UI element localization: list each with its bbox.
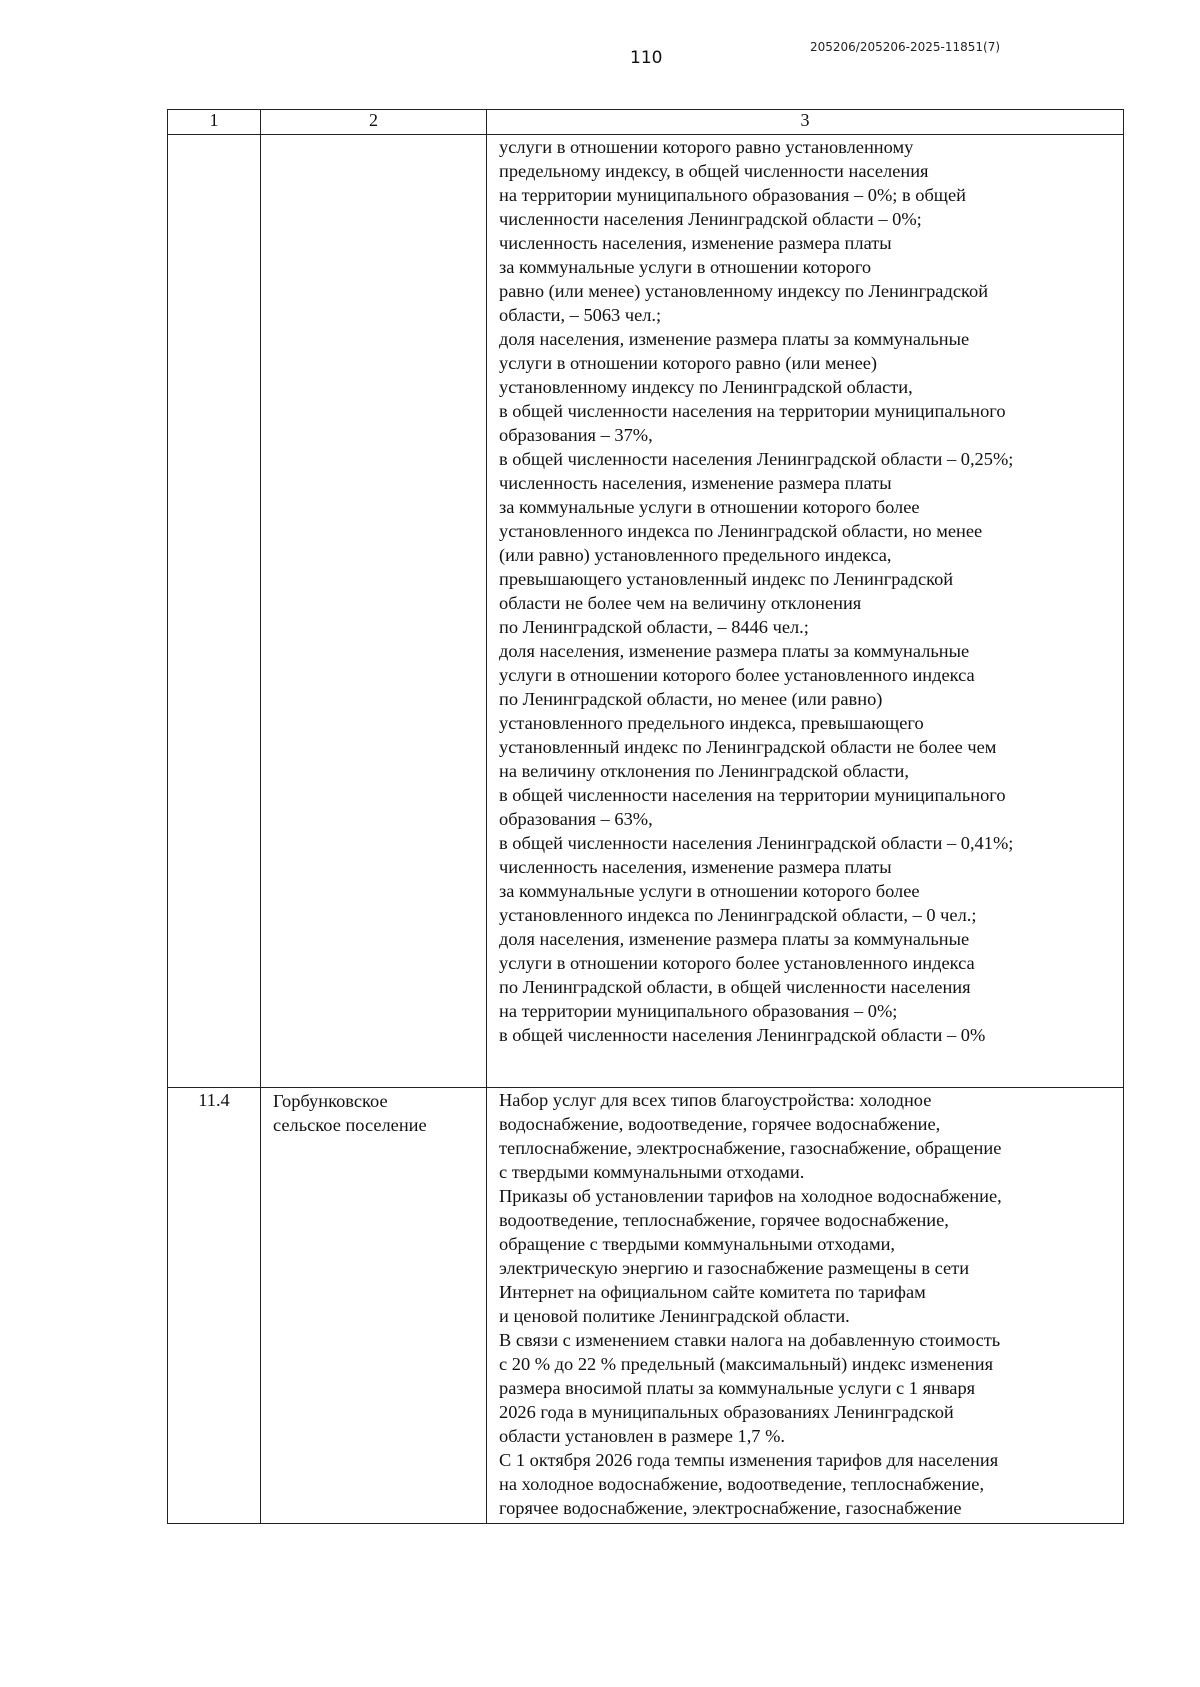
text-line: в общей численности населения на территории муниципального <box>499 401 1006 421</box>
text-line: услуги в отношении которого равно (или менее) <box>499 353 878 373</box>
table-row <box>168 135 1124 1088</box>
text-line: по Ленинградской области, – 8446 чел.; <box>499 617 809 637</box>
text-line: С 1 октября 2026 года темпы изменения тарифов для населения <box>499 1450 999 1470</box>
text-line: равно (или менее) установленному индексу по Ленинградской <box>499 281 989 301</box>
text-line: Интернет на официальном сайте комитета по тарифам <box>499 1282 926 1302</box>
text-line: Набор услуг для всех типов благоустройства: холодное <box>499 1090 932 1110</box>
page-number: 110 <box>630 48 663 68</box>
text-line: электрическую энергию и газоснабжение размещены в сети <box>499 1258 970 1278</box>
text-line: области установлен в размере 1,7 %. <box>499 1426 786 1446</box>
text-line: В связи с изменением ставки налога на добавленную стоимость <box>499 1330 1001 1350</box>
text-line: области не более чем на величину отклонения <box>499 593 862 613</box>
text-line: численность населения, изменение размера платы <box>499 857 892 877</box>
text-line: размера вносимой платы за коммунальные услуги с 1 января <box>499 1378 976 1398</box>
text-line: в общей численности населения на территории муниципального <box>499 785 1006 805</box>
text-line: в общей численности населения Ленинградской области – 0,25%; <box>499 449 1014 469</box>
text-line: численность населения, изменение размера платы <box>499 473 892 493</box>
column-header-3: 3 <box>487 110 1124 135</box>
text-line: услуги в отношении которого равно установленному <box>499 137 914 157</box>
text-line: численность населения, изменение размера платы <box>499 233 892 253</box>
text-line: и ценовой политике Ленинградской области. <box>499 1306 850 1326</box>
text-line: области, – 5063 чел.; <box>499 305 662 325</box>
text-line: с 20 % до 22 % предельный (максимальный) индекс изменения <box>499 1354 994 1374</box>
text-line: водоотведение, теплоснабжение, горячее водоснабжение, <box>499 1210 949 1230</box>
text-line: в общей численности населения Ленинградской области – 0,41%; <box>499 833 1014 853</box>
text-line: установленного предельного индекса, превышающего <box>499 713 924 733</box>
settlement-name-cell <box>261 1088 487 1524</box>
text-line: доля населения, изменение размера платы за коммунальные <box>499 929 970 949</box>
text-line: Приказы об установлении тарифов на холодное водоснабжение, <box>499 1186 1002 1206</box>
text-line: установленному индексу по Ленинградской области, <box>499 377 913 397</box>
text-line: доля населения, изменение размера платы за коммунальные <box>499 329 970 349</box>
settlement-name-line: Горбунковское <box>273 1091 388 1111</box>
column-header-2: 2 <box>261 110 487 135</box>
text-line: за коммунальные услуги в отношении которого более <box>499 497 920 517</box>
text-line: образования – 37%, <box>499 425 653 445</box>
text-line: на территории муниципального образования – 0%; в общей <box>499 185 966 205</box>
row-number-cell <box>168 135 261 1088</box>
text-line: на величину отклонения по Ленинградской области, <box>499 761 909 781</box>
text-line: установленного индекса по Ленинградской области, – 0 чел.; <box>499 905 977 925</box>
text-line: услуги в отношении которого более установленного индекса <box>499 665 975 685</box>
text-line: установленного индекса по Ленинградской области, но менее <box>499 521 983 541</box>
text-line: установленный индекс по Ленинградской области не более чем <box>499 737 997 757</box>
text-line: за коммунальные услуги в отношении которого <box>499 257 872 277</box>
text-line: за коммунальные услуги в отношении которого более <box>499 881 920 901</box>
description-cell <box>487 135 1124 1088</box>
document-id: 205206/205206-2025-11851(7) <box>810 40 1001 54</box>
text-line: доля населения, изменение размера платы за коммунальные <box>499 641 970 661</box>
text-line: превышающего установленный индекс по Ленинградской <box>499 569 954 589</box>
text-line: водоснабжение, водоотведение, горячее водоснабжение, <box>499 1114 941 1134</box>
text-line: численности населения Ленинградской области – 0%; <box>499 209 922 229</box>
table-row <box>168 1088 1124 1524</box>
text-line: на территории муниципального образования – 0%; <box>499 1001 898 1021</box>
text-line: на холодное водоснабжение, водоотведение, теплоснабжение, <box>499 1474 985 1494</box>
settlement-name-cell <box>261 135 487 1088</box>
row-number-cell: 11.4 <box>168 1088 261 1524</box>
text-line: теплоснабжение, электроснабжение, газоснабжение, обращение <box>499 1138 1002 1158</box>
text-line: с твердыми коммунальными отходами. <box>499 1162 805 1182</box>
settlement-name-line: сельское поселение <box>273 1115 427 1135</box>
text-line: предельному индексу, в общей численности населения <box>499 161 929 181</box>
data-table <box>167 109 1124 1524</box>
description-cell <box>487 1088 1124 1524</box>
column-header-1: 1 <box>168 110 261 135</box>
text-line: в общей численности населения Ленинградской области – 0% <box>499 1025 986 1045</box>
text-line: 2026 года в муниципальных образованиях Ленинградской <box>499 1402 954 1422</box>
text-line: (или равно) установленного предельного индекса, <box>499 545 892 565</box>
text-line: обращение с твердыми коммунальными отходами, <box>499 1234 896 1254</box>
text-line: по Ленинградской области, но менее (или равно) <box>499 689 883 709</box>
text-line: образования – 63%, <box>499 809 653 829</box>
text-line: горячее водоснабжение, электроснабжение, газоснабжение <box>499 1498 962 1518</box>
text-line: по Ленинградской области, в общей численности населения <box>499 977 971 997</box>
text-line: услуги в отношении которого более установленного индекса <box>499 953 975 973</box>
table-header-row <box>168 110 1124 135</box>
